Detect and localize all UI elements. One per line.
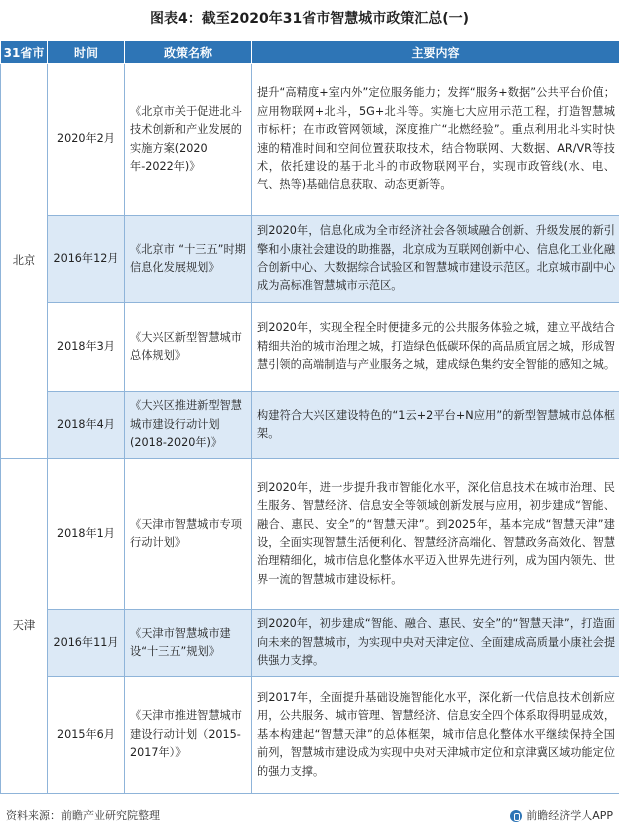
content-cell: 到2020年，初步建成“智能、融合、惠民、安全”的“智慧天津”，打造面向未来的智慧城市，为实现中央对天津定位、全面建成高质量小康社会提供强力支撑。 <box>252 610 619 677</box>
content-cell: 到2017年，全面提升基础设施智能化水平，深化新一代信息技术创新应用，公共服务、城市管理、智慧经济、信息安全四个体系取得明显成效，基本构建起“智慧天津”的总体框架，城市信息化整体水平继续保持全国前列，智慧城市建设成为实现中央对天津城市定位和京津冀区域功能定位的强力支撑。 <box>252 677 619 794</box>
brand-logo-icon <box>510 810 522 822</box>
table-row <box>1 303 619 392</box>
city-cell-beijing: 北京 <box>1 64 48 459</box>
policy-name-cell: 《北京市 “十三五”时期信息化发展规划》 <box>125 216 252 303</box>
table-row <box>1 677 619 794</box>
header-main-content: 主要内容 <box>252 41 619 64</box>
header-policy-name: 政策名称 <box>125 41 252 64</box>
policy-name-cell: 《北京市关于促进北斗技术创新和产业发展的实施方案(2020年-2022年)》 <box>125 64 252 216</box>
header-province: 31省市 <box>1 41 48 64</box>
chart-title: 图表4：截至2020年31省市智慧城市政策汇总(一) <box>150 11 469 27</box>
content-cell: 提升“高精度+室内外”定位服务能力；发挥“服务+数据”公共平台价值；应用物联网+北斗，5G+北斗等。实施七大应用示范工程，打造智慧城市标杆；在市政管网领域，深度推广“北燃经验”。重点利用北斗实时快速的精准时间和空间位置获取技术，结合物联网、大数据、AR/VR等技术，依托建设的基于北斗的市政物联网平台，实现市政管线(水、电、气、热等)基础信息获取、动态更新等。 <box>252 64 619 216</box>
content-cell: 到2020年，实现全程全时便捷多元的公共服务体验之城，建立平战结合精细共治的城市治理之城，打造绿色低碳环保的高品质宜居之城，形成智慧引领的高端制造与产业服务之城，建成绿色集约安全智能的感知之城。 <box>252 303 619 392</box>
content-cell: 构建符合大兴区建设特色的“1云+2平台+N应用”的新型智慧城市总体框架。 <box>252 392 619 459</box>
time-cell: 2016年11月 <box>48 610 125 677</box>
time-cell: 2018年1月 <box>48 459 125 610</box>
time-cell: 2015年6月 <box>48 677 125 794</box>
table-row <box>1 216 619 303</box>
policy-table <box>0 40 619 794</box>
brand-label: 前瞻经济学人APP <box>526 809 613 822</box>
time-cell: 2018年4月 <box>48 392 125 459</box>
policy-name-cell: 《天津市推进智慧城市建设行动计划（2015-2017年）》 <box>125 677 252 794</box>
table-row <box>1 64 619 216</box>
table-row <box>1 610 619 677</box>
table-header-row <box>1 41 619 64</box>
policy-name-cell: 《大兴区新型智慧城市总体规划》 <box>125 303 252 392</box>
brand-credit <box>510 806 613 826</box>
content-cell: 到2020年，信息化成为全市经济社会各领域融合创新、升级发展的新引擎和小康社会建设的助推器，北京成为互联网创新中心、信息化工业化融合创新中心、大数据综合试验区和智慧城市建设示范区。北京城市副中心成为高标准智慧城市示范区。 <box>252 216 619 303</box>
policy-name-cell: 《天津市智慧城市专项行动计划》 <box>125 459 252 610</box>
time-cell: 2018年3月 <box>48 303 125 392</box>
policy-name-cell: 《大兴区推进新型智慧城市建设行动计划(2018-2020年)》 <box>125 392 252 459</box>
time-cell: 2020年2月 <box>48 64 125 216</box>
time-cell: 2016年12月 <box>48 216 125 303</box>
footer <box>0 806 619 826</box>
city-cell-tianjin: 天津 <box>1 459 48 794</box>
policy-name-cell: 《天津市智慧城市建设“十三五”规划》 <box>125 610 252 677</box>
header-time: 时间 <box>48 41 125 64</box>
source-note: 资料来源：前瞻产业研究院整理 <box>6 809 160 822</box>
table-row <box>1 392 619 459</box>
content-cell: 到2020年，进一步提升我市智能化水平，深化信息技术在城市治理、民生服务、智慧经济、信息安全等领域创新发展与应用，初步建成“智能、融合、惠民、安全”的“智慧天津”。到2025年，基本完成“智慧天津”建设，全面实现智慧生活便利化、智慧经济高端化、智慧政务高效化、智慧治理精细化，城市信息化整体水平迈入世界先进行列，成为国内领先、世界一流的智慧城市建设标杆。 <box>252 459 619 610</box>
table-row <box>1 459 619 610</box>
